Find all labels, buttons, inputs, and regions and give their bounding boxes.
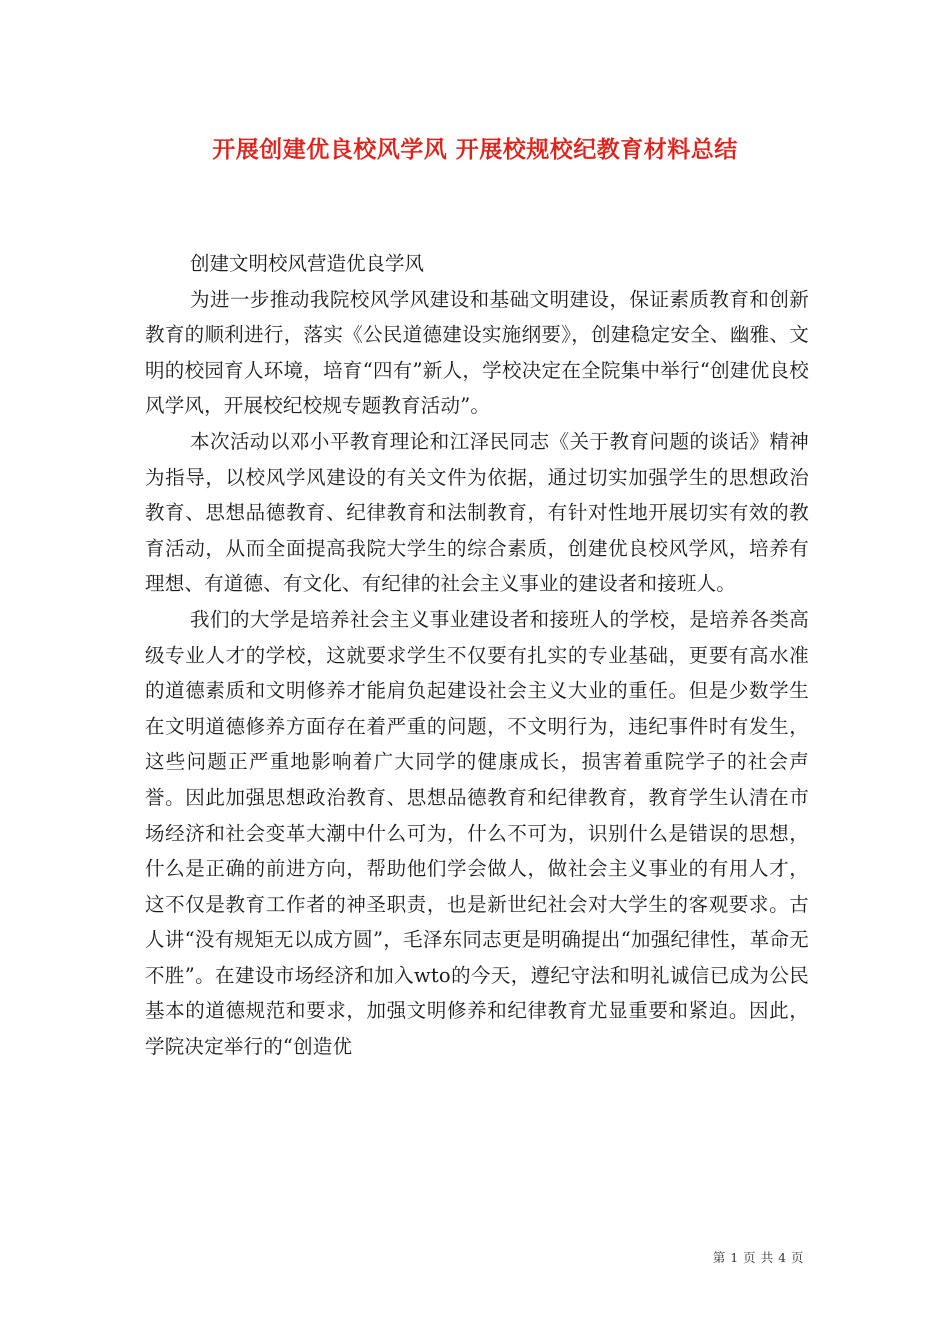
page-number-footer: 第 1 页 共 4 页 — [712, 1250, 804, 1265]
paragraph-1: 为进一步推动我院校风学风建设和基础文明建设，保证素质教育和创新教育的顺利进行，落实《公民道德建设实施纲要》，创建稳定安全、幽雅、文明的校园育人环境，培育“四有”新人，学校决定在全院集中举行“创建优良校风学风，开展校纪校规专题教育活动”。 — [145, 287, 809, 418]
paragraph-3: 我们的大学是培养社会主义事业建设者和接班人的学校，是培养各类高级专业人才的学校，这就要求学生不仅要有扎实的专业基础，更要有高水准的道德素质和文明修养才能肩负起建设社会主义大业的重任。但是少数学生在文明道德修养方面存在着严重的问题，不文明行为，违纪事件时有发生，这些问题正严重地影响着广大同学的健康成长，损害着重院学子的社会声誉。因此加强思想政治教育、思想品德教育和纪律教育，教育学生认清在市场经济和社会变革大潮中什么可为，什么不可为，识别什么是错误的思想，什么是正确的前进方向，帮助他们学会做人，做社会主义事业的有用人才，这不仅是教育工作者的神圣职责，也是新世纪社会对大学生的客观要求。古人讲“没有规矩无以成方圆”，毛泽东同志更是明确提出“加强纪律性，革命无不胜”。在建设市场经济和加入wto的今天，遵纪守法和明礼诚信已成为公民基本的道德规范和要求，加强文明修养和纪律教育尤显重要和紧迫。因此，学院决定举行的“创造优 — [145, 607, 809, 1059]
paragraph-2: 本次活动以邓小平教育理论和江泽民同志《关于教育问题的谈话》精神为指导，以校风学风建设的有关文件为依据，通过切实加强学生的思想政治教育、思想品德教育、纪律教育和法制教育，有针对性地开展切实有效的教育活动，从而全面提高我院大学生的综合素质，创建优良校风学风，培养有理想、有道德、有文化、有纪律的社会主义事业的建设者和接班人。 — [145, 429, 809, 596]
document-title: 开展创建优良校风学风 开展校规校纪教育材料总结 — [212, 136, 738, 163]
section-subheading: 创建文明校风营造优良学风 — [190, 252, 425, 275]
document-body — [145, 246, 809, 1065]
